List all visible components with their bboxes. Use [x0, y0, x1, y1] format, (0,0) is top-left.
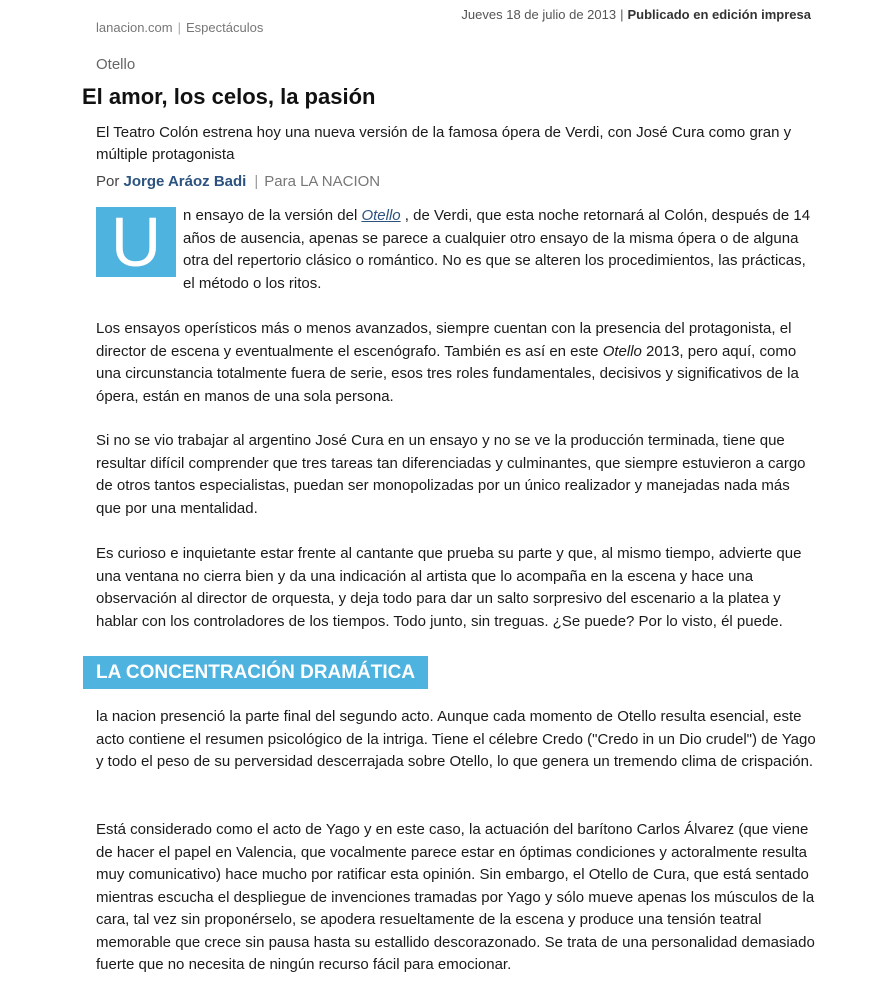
author-link[interactable]: Jorge Aráoz Badi	[123, 173, 247, 190]
breadcrumb-separator: |	[177, 20, 181, 35]
paragraph-2-end: 2013, pero aquí, como una circunstancia totalmente fuera de serie, esos tres roles fundamentales, decisivos y significativos de la ópera, están en manos de una sola persona.	[96, 342, 799, 405]
byline-outlet: Para LA NACION	[264, 173, 381, 190]
paragraph-2	[96, 318, 818, 408]
drop-cap: U	[96, 207, 176, 277]
paragraph-2-italic: Otello	[602, 342, 642, 360]
paragraph-4: Es curioso e inquietante estar frente al cantante que prueba su parte y que, al mismo tiempo, advierte que una ventana no cierra bien y da una indicación al artista que lo acompaña en la escena y hace una observación al director de orquesta, y deja todo para dar un salto sorpresivo del escenario a la platea y hablar con los controladores de los tiempos. Todo junto, sin treguas. ¿Se puede? Por lo visto, él puede.	[96, 545, 802, 630]
paragraph-6: Está considerado como el acto de Yago y en este caso, la actuación del barítono Carlos Álvarez (que viene de hacer el papel en Valencia, que vocalmente parece estar en óptimas condiciones y actoralmente resulta muy comunicativo) hace mucho por ratificar esta opinión. Sin embargo, el Otello de Cura, que está sentado mientras escucha el despliegue de invenciones tramadas por Yago y sólo mueve apenas los músculos de la cara, tal vez sin proponérselo, se apodera resueltamente de la escena y produce una tensión teatral memorable que crece sin pausa hasta su estallido descorazonado. Se trata de una personalidad demasiado fuerte que no necesita de ningún recurso fácil para emocionar.	[96, 821, 815, 973]
otello-link[interactable]: Otello	[361, 207, 401, 224]
byline-prefix: Por	[96, 173, 120, 190]
article-headline: El amor, los celos, la pasión	[82, 84, 376, 109]
breadcrumb	[96, 20, 263, 35]
edition-note: Publicado en edición impresa	[627, 7, 811, 22]
section-link[interactable]: Espectáculos	[186, 20, 264, 35]
article-lede: El Teatro Colón estrena hoy una nueva versión de la famosa ópera de Verdi, con José Cura como gran y múltiple protagonista	[96, 124, 792, 163]
paragraph-1	[183, 205, 818, 295]
dateline	[461, 7, 811, 22]
dateline-separator: |	[620, 7, 624, 22]
top-bar	[0, 0, 887, 48]
paragraph-5: la nacion presenció la parte final del segundo acto. Aunque cada momento de Otello resulta esencial, este acto contiene el resumen psicológico de la intriga. Tiene el célebre Credo ("Credo in un Dio crudel") de Yago y todo el peso de su perversidad descerrajada sobre Otello, lo que genera un tremendo clima de crispación.	[96, 708, 816, 770]
publish-date: Jueves 18 de julio de 2013	[461, 7, 617, 22]
paragraph-2-start: Los ensayos operísticos más o menos avanzados, siempre cuentan con la presencia del protagonista, el director de escena y eventualmente el escenógrafo. También es así en este	[96, 320, 792, 360]
section-subhead: LA CONCENTRACIÓN DRAMÁTICA	[83, 656, 428, 689]
paragraph-1-end: , de Verdi, que esta noche retornará al Colón, después de 14 años de ausencia, apenas se parece a cualquier otro ensayo de la misma ópera o de alguna otra del repertorio clásico o romántico. No es que se alteren los procedimientos, las prácticas, el método o los ritos.	[183, 207, 811, 292]
paragraph-1-start: n ensayo de la versión del	[183, 207, 362, 224]
article-kicker[interactable]: Otello	[96, 56, 136, 73]
site-link[interactable]: lanacion.com	[96, 20, 173, 35]
paragraph-3: Si no se vio trabajar al argentino José Cura en un ensayo y no se ve la producción terminada, tiene que resultar difícil comprender que tres tareas tan diferenciadas y culminantes, que siempre estuvieron a cargo de otros tantos especialistas, puedan ser monopolizadas por un único realizador y manejadas nada más que por una mentalidad.	[96, 432, 806, 517]
byline-separator: |	[254, 173, 259, 190]
byline	[96, 173, 380, 190]
